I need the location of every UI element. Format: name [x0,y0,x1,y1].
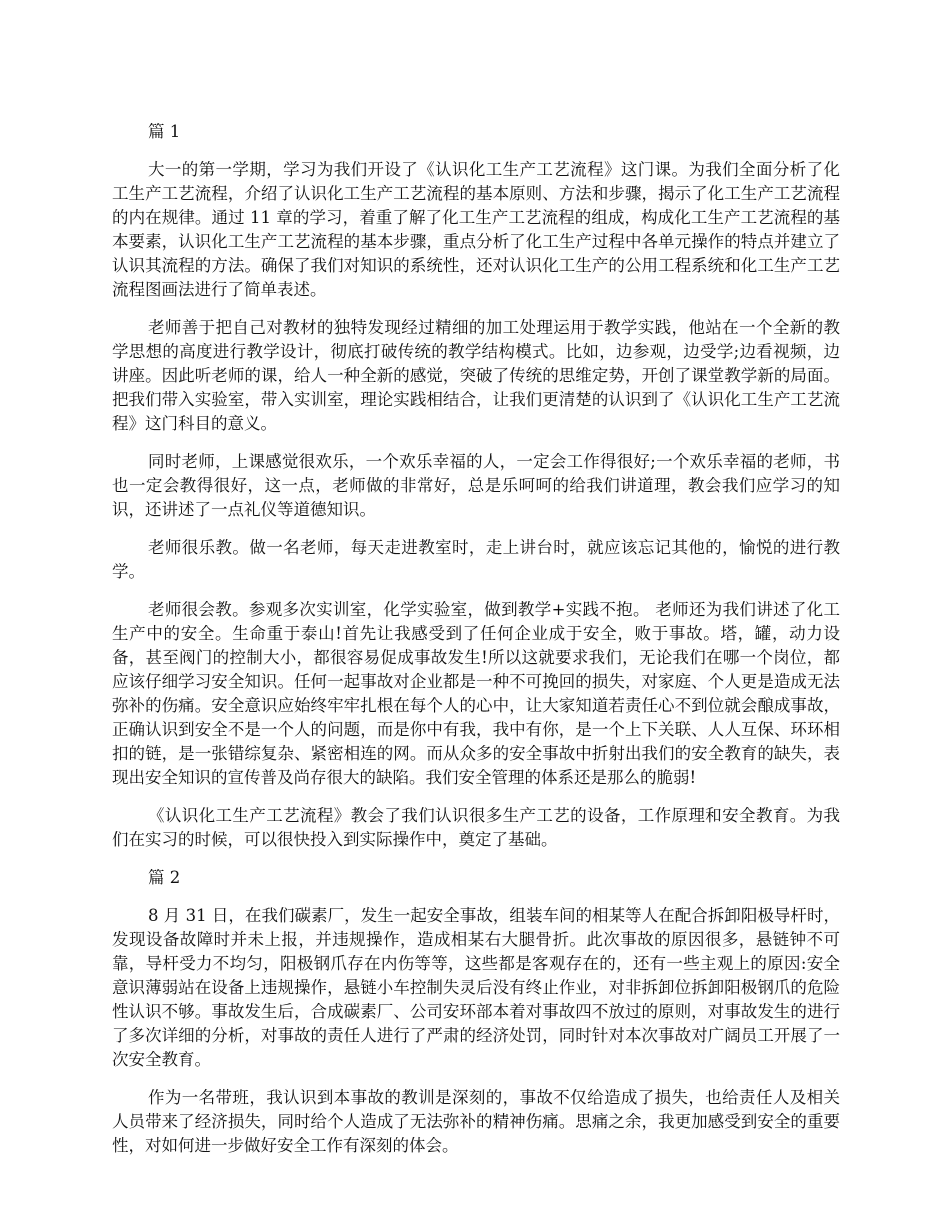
paragraph: 作为一名带班，我认识到本事故的教训是深刻的，事故不仅给造成了损失，也给责任人及相关人员带来了经济损失，同时给个人造成了无法弥补的精神伤痛。思痛之余，我更加感受到安全的重要性，对如何进一步做好安全工作有深刻的体会。 [112,1088,840,1155]
paragraph: 《认识化工生产工艺流程》教会了我们认识很多生产工艺的设备，工作原理和安全教育。为我们在实习的时候，可以很快投入到实际操作中，奠定了基础。 [112,806,840,849]
paragraph: 老师很乐教。做一名老师，每天走进教室时，走上讲台时，就应该忘记其他的，愉悦的进行教学。 [112,538,840,581]
paragraph: 大一的第一学期，学习为我们开设了《认识化工生产工艺流程》这门课。为我们全面分析了化工生产工艺流程，介绍了认识化工生产工艺流程的基本原则、方法和步骤，揭示了化工生产工艺流程的内在规律。通过 11 章的学习，着重了解了化工生产工艺流程的组成，构成化工生产工艺流程的基本要素，认识化工生产工艺流程的基本步骤，重点分析了化工生产过程中各单元操作的特点并建立了认识其流程的方法。确保了我们对知识的系统性，还对认识化工生产的公用工程系统和化工生产工艺流程图画法进行了简单表述。 [112,160,840,299]
paragraph: 8 月 31 日，在我们碳素厂，发生一起安全事故，组装车间的相某等人在配合拆卸阳极导杆时，发现设备故障时并未上报，并违规操作，造成相某右大腿骨折。此次事故的原因很多，悬链钟不可靠，导杆受力不均匀，阳极钢爪存在内伤等等，这些都是客观存在的，还有一些主观上的原因:安全意识薄弱站在设备上违规操作，悬链小车控制失灵后没有终止作业，对非拆卸位拆卸阳极钢爪的危险性认识不够。事故发生后，合成碳素厂、公司安环部本着对事故四不放过的原则，对事故发生的进行了多次详细的分析，对事故的责任人进行了严肃的经济处罚，同时针对本次事故对广阔员工开展了一次安全教育。 [112,906,840,1069]
paragraph: 老师很会教。参观多次实训室，化学实验室，做到教学+实践不抱。 老师还为我们讲述了化工生产中的安全。生命重于泰山!首先让我感受到了任何企业成于安全，败于事故。塔，罐，动力设备，甚至阀门的控制大小，都很容易促成事故发生!所以这就要求我们，无论我们在哪一个岗位，都应该仔细学习安全知识。任何一起事故对企业都是一种不可挽回的损失，对家庭、个人更是造成无法弥补的伤痛。安全意识应始终牢牢扎根在每个人的心中，让大家知道若责任心不到位就会酿成事故，正确认识到安全不是一个人的问题，而是你中有我，我中有你，是一个上下关联、人人互保、环环相扣的链，是一张错综复杂、紧密相连的网。而从众多的安全事故中折射出我们的安全教育的缺失，表现出安全知识的宣传普及尚存很大的缺陷。我们安全管理的体系还是那么的脆弱! [112,600,840,787]
paragraph: 老师善于把自己对教材的独特发现经过精细的加工处理运用于教学实践，他站在一个全新的教学思想的高度进行教学设计，彻底打破传统的教学结构模式。比如，边参观，边受学;边看视频，边讲座。因此听老师的课，给人一种全新的感觉，突破了传统的思维定势，开创了课堂教学新的局面。把我们带入实验室，带入实训室，理论实践相结合，让我们更清楚的认识到了《认识化工生产工艺流程》这门科目的意义。 [112,318,840,433]
paragraph: 同时老师，上课感觉很欢乐，一个欢乐幸福的人，一定会工作得很好;一个欢乐幸福的老师，书也一定会教得很好，这一点，老师做的非常好，总是乐呵呵的给我们讲道理，教会我们应学习的知识，还讲述了一点礼仪等道德知识。 [112,452,840,519]
section-heading-2: 篇 2 [148,868,181,887]
section-heading-1: 篇 1 [148,122,181,141]
document-page [112,120,840,1172]
